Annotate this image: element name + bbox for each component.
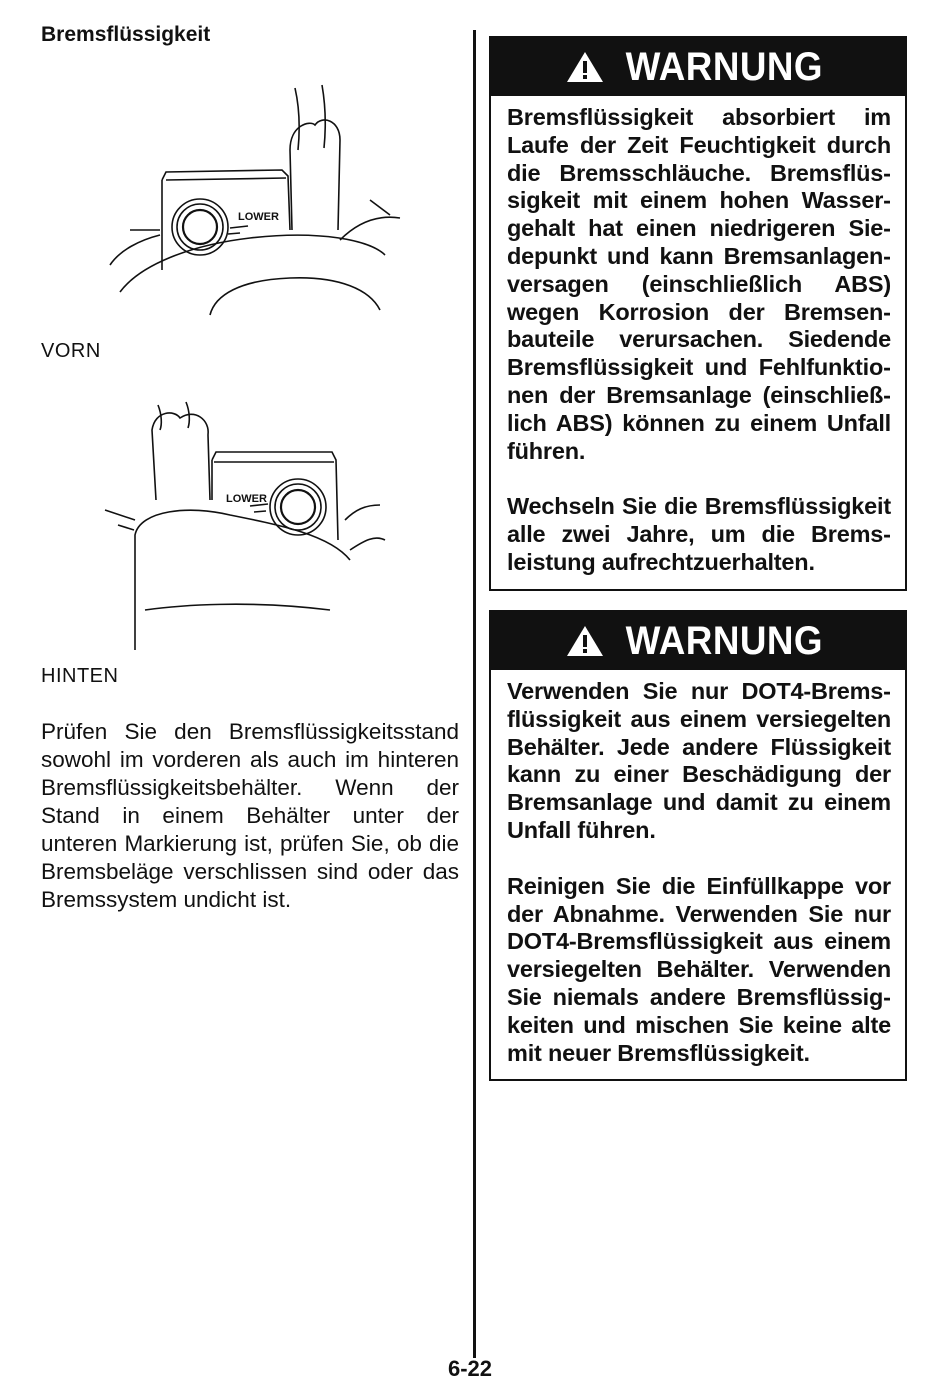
column-divider (473, 30, 476, 1358)
front-caption: VORN (41, 340, 101, 362)
rear-lower-label: LOWER (226, 493, 267, 505)
inspection-instructions: Prüfen Sie den Bremsflüssigkeitsstand sowohl im vorderen als auch im hinteren Bremsflüssigkeitsbehälter. Wenn der Stand in einem Behälter unter der unteren Markierung ist, prüfen Sie, ob die Bremsbeläge verschlissen sind oder das Bremssystem undicht ist. (41, 719, 459, 912)
warning-paragraph: Reinigen Sie die Einfüllkappe vor der Abnahme. Verwenden Sie nur DOT4-Bremsflüssigkeit aus einem versiegelten Behälter. Verwenden Sie niemals andere Bremsflüssigkeiten und mischen Sie keine alte mit neuer Bremsflüssigkeit. (507, 872, 891, 1066)
page-number: 6-22 (448, 1356, 493, 1381)
rear-reservoir-illustration (100, 400, 400, 650)
rear-caption: HINTEN (41, 665, 119, 687)
front-reservoir-illustration (100, 80, 420, 330)
warning-paragraph: Verwenden Sie nur DOT4-Bremsflüssigkeit aus einem versiegelten Behälter. Jede andere Flüssigkeit kann zu einer Beschädigung der Bremsanlage und damit zu einem Unfall führen. (507, 678, 891, 843)
warning-paragraph: Bremsflüssigkeit absorbiert im Laufe der Zeit Feuchtigkeit durch die Bremsschläuche. Bremsflüssigkeit mit einem hohen Wassergehalt hat einen niedrigeren Siedepunkt und kann Bremsanlagenversagen (einschließlich ABS) wegen Korrosion der Bremsenbauteile verursachen. Siedende Bremsflüssigkeit und Fehlfunktionen der Bremsanlage (einschließlich ABS) können zu einem Unfall führen. (507, 104, 891, 464)
warning-triangle-icon (565, 50, 605, 84)
warning-title: WARNUNG (625, 44, 823, 89)
warning-header (491, 38, 905, 96)
warning-box-dot4 (489, 610, 907, 1081)
warning-paragraph: Wechseln Sie die Bremsflüssigkeit alle zwei Jahre, um die Bremsleistung aufrechtzuerhalten. (507, 493, 891, 575)
front-lower-label: LOWER (238, 211, 279, 223)
warning-title: WARNUNG (625, 618, 823, 663)
warning-triangle-icon (565, 624, 605, 658)
warning-box-moisture (489, 36, 907, 591)
warning-header (491, 612, 905, 670)
section-title: Bremsflüssigkeit (41, 23, 211, 46)
